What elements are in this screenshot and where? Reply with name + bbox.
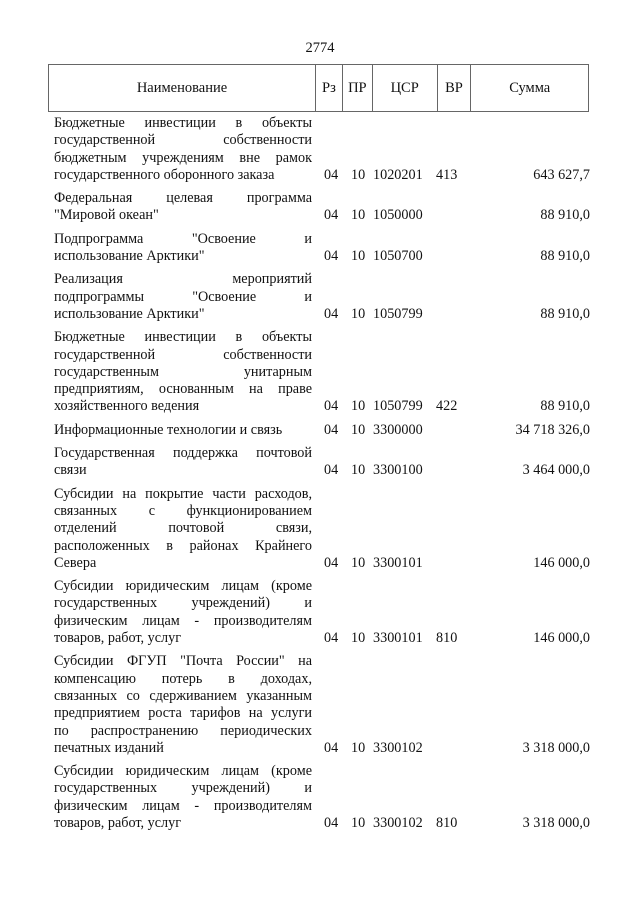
row-name-line: Подпрограмма "Освоение и [54,230,312,247]
row-name-line: "Мировой океан" [54,207,159,224]
row-name [54,329,312,415]
row-name-line: товаров, работ, услуг [54,630,182,647]
row-name [54,115,312,184]
row-pr: 10 [351,166,366,183]
row-name-line: физическим лицам - производителям [54,612,312,629]
row-sum: 88 910,0 [540,398,590,415]
row-vr: 810 [436,814,458,831]
row-pr: 10 [351,630,366,647]
row-pr: 10 [351,739,366,756]
row-name-line: хозяйственного ведения [54,398,200,415]
row-vr: 413 [436,166,458,183]
row-vr: 810 [436,630,458,647]
row-rz: 04 [324,814,339,831]
table-row [54,271,590,323]
row-name-line: Информационные технологии и связь [54,421,283,438]
row-sum: 88 910,0 [540,248,590,265]
row-rz: 04 [324,554,339,571]
row-name-line: физическим лицам - производителям [54,797,312,814]
row-name-line: государственной собственности [54,346,312,363]
row-name [54,231,312,266]
row-name-line: подпрограммы "Освоение и [54,288,312,305]
row-name-line: государственным унитарным [54,363,312,380]
table-row [54,231,590,266]
row-name-line: использование Арктики" [54,248,205,265]
row-rz: 04 [324,421,339,438]
row-name-line: связанных с функционированием [54,502,312,519]
row-name-line: государственного оборонного заказа [54,166,275,183]
header-vr: ВР [438,65,472,111]
row-pr: 10 [351,814,366,831]
row-csr: 3300102 [373,739,423,756]
row-vr: 422 [436,398,458,415]
row-name [54,578,312,647]
table-header [48,64,589,112]
table-row [54,653,590,757]
row-sum: 146 000,0 [533,554,590,571]
row-csr: 1050000 [373,207,423,224]
row-csr: 1050799 [373,398,423,415]
row-csr: 3300100 [373,462,423,479]
row-pr: 10 [351,554,366,571]
row-pr: 10 [351,305,366,322]
row-name-line: Бюджетные инвестиции в объекты [54,329,312,346]
table-row [54,422,590,439]
row-name [54,486,312,572]
row-rz: 04 [324,739,339,756]
row-name-line: предприятиям, основанным на праве [54,381,312,398]
row-sum: 643 627,7 [533,166,590,183]
row-rz: 04 [324,462,339,479]
row-pr: 10 [351,248,366,265]
row-rz: 04 [324,207,339,224]
row-name-line: Государственная поддержка почтовой [54,445,312,462]
row-name [54,445,312,480]
row-name-line: связи [54,462,87,479]
row-name-line: расположенных в районах Крайнего [54,537,312,554]
row-csr: 1020201 [373,166,423,183]
row-pr: 10 [351,207,366,224]
row-csr: 3300101 [373,554,423,571]
table-body [54,115,590,838]
row-sum: 88 910,0 [540,207,590,224]
row-name [54,422,312,439]
row-name-line: печатных изданий [54,739,164,756]
table-row [54,486,590,572]
row-sum: 146 000,0 [533,630,590,647]
page-number: 2774 [305,40,335,56]
row-name-line: Субсидии ФГУП "Почта России" на [54,653,312,670]
row-name-line: предприятием роста тарифов на услуги [54,705,312,722]
row-csr: 3300000 [373,421,423,438]
row-csr: 3300102 [373,814,423,831]
row-csr: 1050700 [373,248,423,265]
header-sum: Сумма [509,79,551,96]
row-sum: 3 318 000,0 [522,739,590,756]
row-pr: 10 [351,462,366,479]
row-name-line: компенсацию потерь в доходах, [54,670,312,687]
table-row [54,763,590,832]
row-name [54,763,312,832]
row-name [54,653,312,757]
row-name-line: использование Арктики" [54,305,205,322]
row-sum: 3 318 000,0 [522,814,590,831]
row-sum: 3 464 000,0 [522,462,590,479]
row-pr: 10 [351,398,366,415]
row-name-line: по распространению периодических [54,722,312,739]
table-row [54,329,590,415]
row-name [54,190,312,225]
row-name-line: Субсидии на покрытие части расходов, [54,485,312,502]
table-row [54,115,590,184]
row-rz: 04 [324,248,339,265]
row-csr: 3300101 [373,630,423,647]
row-name [54,271,312,323]
row-name-line: бюджетным учреждениям вне рамок [54,149,312,166]
header-rz: Рз [316,65,343,111]
row-name-line: государственной собственности [54,132,312,149]
row-rz: 04 [324,166,339,183]
row-pr: 10 [351,421,366,438]
row-rz: 04 [324,305,339,322]
row-sum: 34 718 326,0 [515,421,590,438]
row-name-line: государственных учреждений) и [54,595,312,612]
table-row [54,190,590,225]
row-name-line: государственных учреждений) и [54,780,312,797]
row-name-line: Федеральная целевая программа [54,190,312,207]
row-name-line: Севера [54,554,97,571]
header-pr: ПР [343,65,373,111]
row-name-line: товаров, работ, услуг [54,814,182,831]
row-csr: 1050799 [373,305,423,322]
row-sum: 88 910,0 [540,305,590,322]
row-name-line: Субсидии юридическим лицам (кроме [54,578,312,595]
row-name-line: связанных со сдерживанием указанным [54,687,312,704]
row-name-line: Бюджетные инвестиции в объекты [54,115,312,131]
header-csr: ЦСР [373,65,438,111]
row-name-line: Реализация мероприятий [54,271,312,288]
row-rz: 04 [324,630,339,647]
row-rz: 04 [324,398,339,415]
row-name-line: отделений почтовой связи, [54,520,312,537]
row-name-line: Субсидии юридическим лицам (кроме [54,763,312,780]
table-row [54,578,590,647]
table-row [54,445,590,480]
header-name: Наименование [49,65,316,111]
